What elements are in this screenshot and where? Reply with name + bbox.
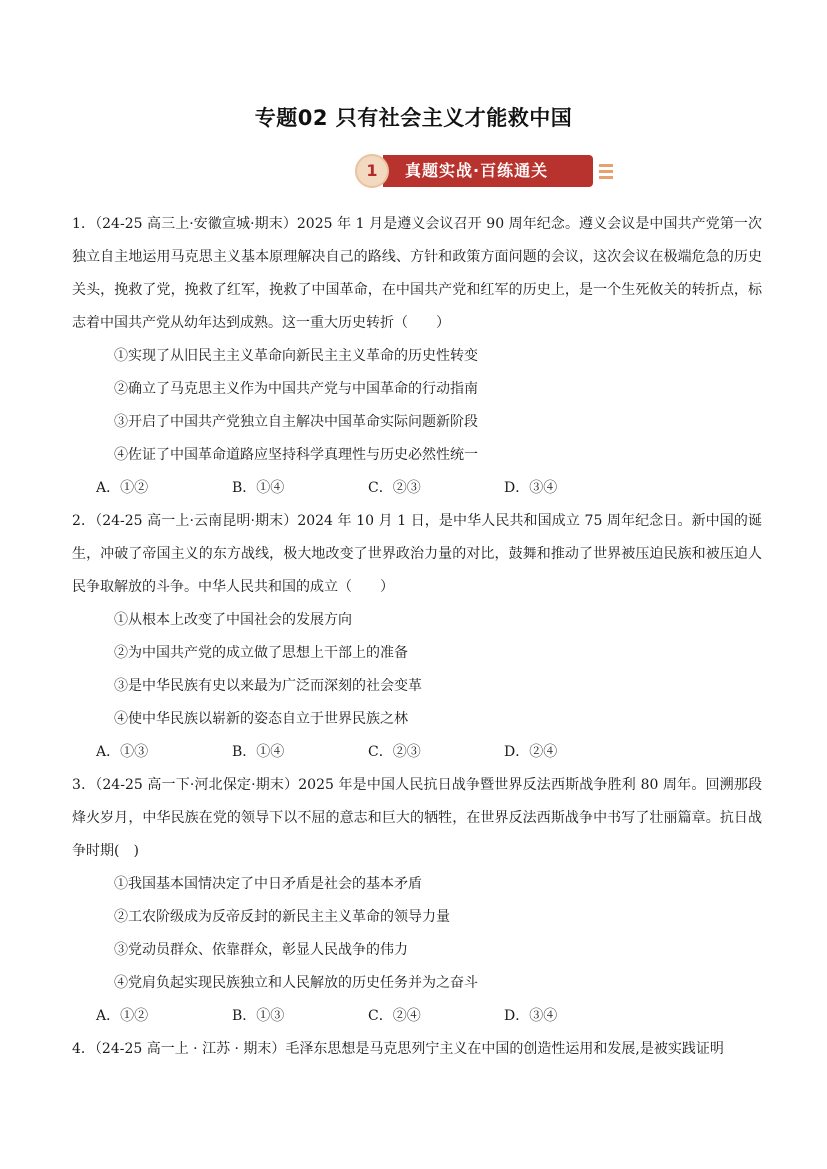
choice-d: D．③④ — [504, 1008, 558, 1024]
choice-a: A．①② — [96, 480, 149, 496]
statement-option: ④佐证了中国革命道路应坚持科学真理性与历史必然性统一 — [114, 447, 478, 463]
statement-option: ①实现了从旧民主主义革命向新民主主义革命的历史性转变 — [114, 348, 478, 364]
choice-d: D．②④ — [504, 744, 558, 760]
question-stem: 4．（24-25 高一上 · 江苏 · 期末）毛泽东思想是马克思列宁主义在中国的创造性运用和发展,是被实践证明 — [72, 1041, 724, 1057]
answer-choices — [96, 472, 762, 505]
choice-d: D．③④ — [504, 480, 558, 496]
statement-option: ①从根本上改变了中国社会的发展方向 — [114, 612, 352, 628]
statement-option: ②工农阶级成为反帝反封的新民主主义革命的领导力量 — [114, 909, 450, 925]
choice-c: C．②③ — [368, 480, 421, 496]
statement-option: ②为中国共产党的成立做了思想上干部上的准备 — [114, 645, 408, 661]
statement-option: ②确立了马克思主义作为中国共产党与中国革命的行动指南 — [114, 381, 478, 397]
statement-option: ③开启了中国共产党独立自主解决中国革命实际问题新阶段 — [114, 414, 478, 430]
banner-number-badge: 1 — [355, 154, 389, 188]
choice-b: B．①③ — [232, 1008, 285, 1024]
answer-choices — [96, 1000, 762, 1033]
statement-option: ③是中华民族有史以来最为广泛而深刻的社会变革 — [114, 678, 422, 694]
question-1 — [72, 208, 762, 505]
question-4 — [72, 1033, 762, 1066]
question-stem: 2．（24-25 高一上·云南昆明·期末）2024 年 10 月 1 日，是中华人民共和国成立 75 周年纪念日。新中国的诞生，冲破了帝国主义的东方战线，极大地改变了世界政治力量的对比，鼓舞和推动了世界被压迫民族和被压迫人民争取解放的斗争。中华人民共和国的成立（ ） — [72, 513, 762, 595]
question-list — [72, 208, 762, 1066]
section-banner — [355, 152, 625, 192]
statement-option: ④使中华民族以崭新的姿态自立于世界民族之林 — [114, 711, 408, 727]
choice-c: C．②③ — [368, 744, 421, 760]
answer-choices — [96, 736, 762, 769]
choice-c: C．②④ — [368, 1008, 421, 1024]
choice-b: B．①④ — [232, 480, 285, 496]
statement-option: ①我国基本国情决定了中日矛盾是社会的基本矛盾 — [114, 876, 422, 892]
banner-bar — [383, 155, 593, 187]
page-title: 专题02 只有社会主义才能救中国 — [254, 106, 573, 130]
question-stem: 3．（24-25 高一下·河北保定·期末）2025 年是中国人民抗日战争暨世界反法西斯战争胜利 80 周年。回溯那段烽火岁月，中华民族在党的领导下以不屈的意志和巨大的牺牲，在世界反法西斯战争中书写了壮丽篇章。抗日战争时期( ) — [72, 777, 762, 859]
statement-option: ④党肩负起实现民族独立和人民解放的历史任务并为之奋斗 — [114, 975, 478, 991]
choice-b: B．①④ — [232, 744, 285, 760]
choice-a: A．①② — [96, 1008, 149, 1024]
question-3 — [72, 769, 762, 1033]
question-2 — [72, 505, 762, 769]
choice-a: A．①③ — [96, 744, 149, 760]
banner-label: 真题实战·百练通关 — [405, 161, 549, 180]
banner-stripes-decoration — [599, 164, 613, 182]
question-stem: 1．（24-25 高三上·安徽宣城·期末）2025 年 1 月是遵义会议召开 90 周年纪念。遵义会议是中国共产党第一次独立自主地运用马克思主义基本原理解决自己的路线、方针和政策方面问题的会议，这次会议在极端危急的历史关头，挽救了党，挽救了红军，挽救了中国革命，在中国共产党和红军的历史上，是一个生死攸关的转折点，标志着中国共产党从幼年达到成熟。这一重大历史转折（ ） — [72, 216, 762, 331]
statement-option: ③党动员群众、依靠群众，彰显人民战争的伟力 — [114, 942, 408, 958]
